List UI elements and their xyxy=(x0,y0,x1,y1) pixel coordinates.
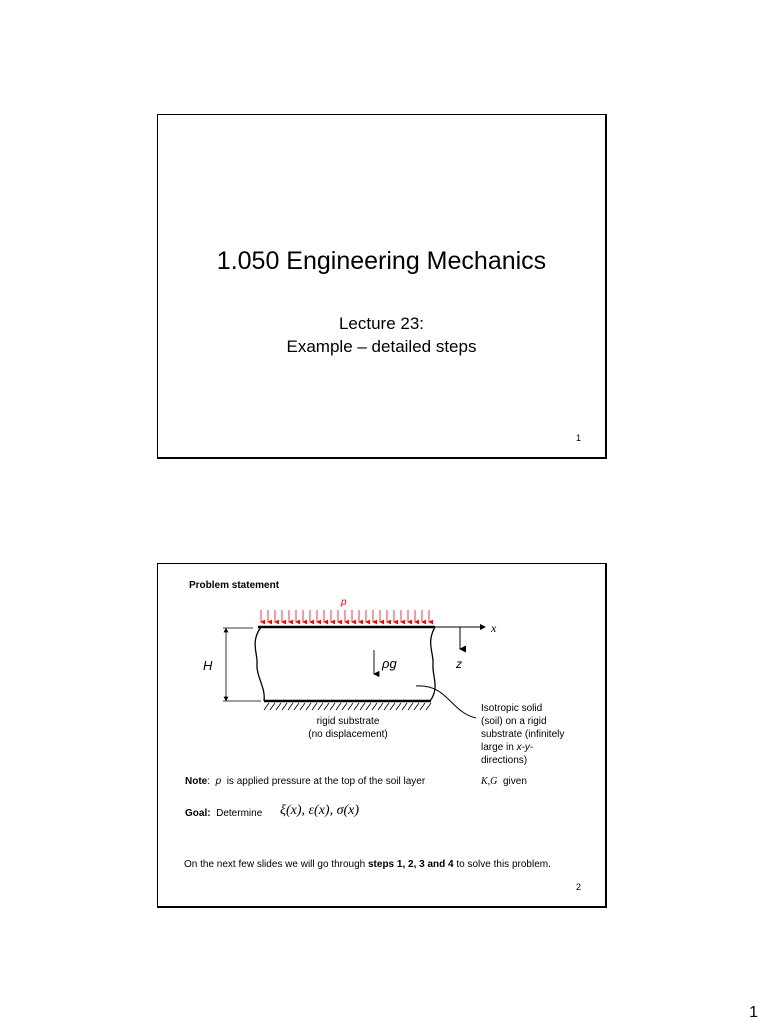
pressure-label: p xyxy=(341,597,347,608)
slide-2 xyxy=(157,563,607,908)
hatch-line xyxy=(390,703,395,710)
slide-number: 1 xyxy=(575,433,581,443)
note-text: is applied pressure at the top of the soil layer xyxy=(226,776,426,787)
gravity-label: ρg xyxy=(382,656,397,671)
solid-caption-line-4 xyxy=(481,741,564,754)
note-line: Note: p is applied pressure at the top of the soil layer xyxy=(185,776,426,787)
substrate-caption xyxy=(308,715,388,741)
hatch-line xyxy=(426,703,431,710)
solid-caption-line-4a: large in xyxy=(481,742,517,753)
slide-subtitle xyxy=(158,312,605,358)
hatch-line xyxy=(288,703,293,710)
goal-label: Goal: xyxy=(185,808,211,819)
pressure-load-arrows xyxy=(261,610,429,622)
slide-title: 1.050 Engineering Mechanics xyxy=(216,247,547,275)
hatch-line xyxy=(414,703,419,710)
final-sentence-part-2: to solve this problem. xyxy=(453,859,551,870)
hatch-line xyxy=(318,703,323,710)
hatch-line xyxy=(330,703,335,710)
hatch-line xyxy=(360,703,365,710)
goal-text: Determine xyxy=(216,808,263,819)
hatch-line xyxy=(402,703,407,710)
page-number: 1 xyxy=(749,1004,758,1021)
hatch-line xyxy=(342,703,347,710)
subtitle-line-1: Lecture 23: xyxy=(338,314,425,333)
hatch-line xyxy=(276,703,281,710)
slide-1 xyxy=(157,114,607,459)
hatch-line xyxy=(384,703,389,710)
given-text: given xyxy=(502,776,527,787)
solid-caption-line-5: directions) xyxy=(481,755,528,766)
hatch-line xyxy=(306,703,311,710)
final-sentence-part-1: On the next few slides we will go through xyxy=(184,859,368,870)
hatch-line xyxy=(300,703,305,710)
given-line xyxy=(481,775,527,788)
solid-caption-line-3: substrate (infinitely xyxy=(481,729,565,740)
hatch-line xyxy=(420,703,425,710)
given-symbols: K,G xyxy=(481,776,498,787)
solid-caption-line-2: (soil) on a rigid xyxy=(481,716,547,727)
solid-caption-line-1: Isotropic solid xyxy=(481,703,543,714)
slide-number: 2 xyxy=(575,882,581,892)
hatch-line xyxy=(282,703,287,710)
hatch-line xyxy=(312,703,317,710)
hatch-line xyxy=(372,703,377,710)
right-cut-edge xyxy=(430,627,435,701)
hatch-line xyxy=(348,703,353,710)
note-label: Note xyxy=(185,776,208,787)
problem-statement-heading: Problem statement xyxy=(189,580,280,591)
left-cut-edge xyxy=(255,627,264,701)
hatch-line xyxy=(354,703,359,710)
hatch-line xyxy=(408,703,413,710)
solid-caption xyxy=(481,702,564,767)
hatch-line xyxy=(294,703,299,710)
goal-line xyxy=(185,807,262,820)
subtitle-line-2: Example – detailed steps xyxy=(286,337,477,356)
hatch-line xyxy=(270,703,275,710)
solid-caption-line-4b: x-y- xyxy=(516,742,534,753)
hatch-line xyxy=(336,703,341,710)
note-p: p xyxy=(215,776,222,787)
hatch-line xyxy=(264,703,269,710)
hatch-line xyxy=(396,703,401,710)
substrate-caption-line-2: (no displacement) xyxy=(308,729,388,740)
z-axis-label: z xyxy=(456,657,462,671)
goal-formula: ξ(x), ε(x), σ(x) xyxy=(280,803,360,818)
hatch-line xyxy=(324,703,329,710)
x-axis-label: x xyxy=(491,621,497,635)
rigid-substrate-hatching xyxy=(264,703,431,710)
final-sentence xyxy=(184,858,551,871)
height-label: H xyxy=(203,658,213,673)
hatch-line xyxy=(366,703,371,710)
hatch-line xyxy=(378,703,383,710)
final-sentence-steps: steps 1, 2, 3 and 4 xyxy=(367,859,454,870)
substrate-caption-line-1: rigid substrate xyxy=(316,716,380,727)
